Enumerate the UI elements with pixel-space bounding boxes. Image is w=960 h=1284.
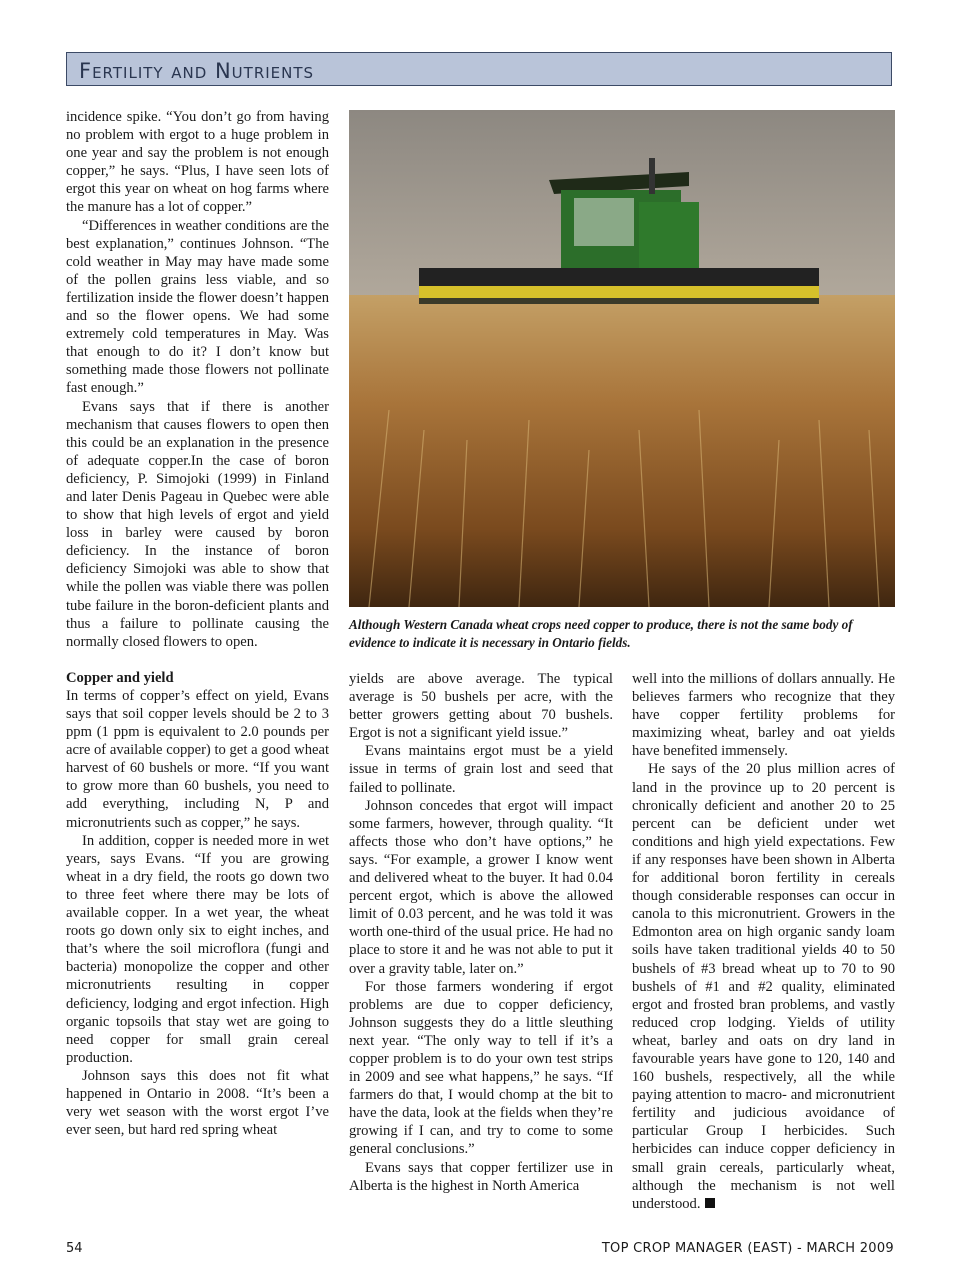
article-column-3 [632, 670, 895, 1213]
paragraph: Evans says that copper fertilizer use in Alberta is the highest in North America [349, 1159, 613, 1194]
combine-harvester-wheat-field-photo [349, 110, 895, 607]
photo-illustration [349, 110, 895, 607]
paragraph: incidence spike. “You don’t go from having no problem with ergot to a huge problem in one year and say the problem is not enough copper,” he says. “Plus, I have seen lots of ergot this year on wheat on hog farms where the manure has a lot of copper.” [66, 109, 329, 216]
publication-footer: TOP CROP MANAGER (EAST) - MARCH 2009 [601, 1241, 894, 1256]
subheading: Copper and yield [66, 669, 174, 686]
paragraph: Evans maintains ergot must be a yield issue in terms of grain lost and seed that failed to pollinate. [349, 743, 613, 796]
section-header-bar [66, 52, 892, 86]
paragraph: Evans says that if there is another mechanism that causes flowers to open then this could be an explanation in the presence of adequate copper.In the case of boron deficiency, P. Simojoki (1999) in Finland and later Denis Pageau in Quebec were able to show that high levels of ergot and yield loss in barley were caused by boron deficiency. In the instance of boron deficiency Simojoki was able to show that while the pollen was viable there was pollen tube failure in the boron-deficient plants and thus a failure to pollinate causing the normally closed flowers to open. [66, 398, 329, 650]
paragraph: In terms of copper’s effect on yield, Evans says that soil copper levels should be 2 to 3 ppm (1 ppm is equivalent to 2.0 pounds per acre of available copper) to get a good wheat harvest of 60 bushels or more. “If you want to grow more than 60 bushels, you need to add everything, including N, P and micronutrients such as copper,” he says. [66, 687, 329, 831]
page-number: 54 [66, 1241, 83, 1256]
end-of-article-square-icon [705, 1198, 715, 1208]
paragraph: For those farmers wondering if ergot problems are due to copper deficiency, Johnson suggests they do a little sleuthing next year. “The only way to tell if it’s a copper problem is to do your own test strips in 2009 and see what happens,” he says. “If farmers do that, I would chomp at the bit to have the data, look at the fields when they’re growing if I can, and try to come to some general conclusions.” [349, 978, 613, 1158]
paragraph: yields are above average. The typical average is 50 bushels per acre, with the better growers getting about 70 bushels. Ergot is not a significant yield issue.” [349, 671, 613, 742]
paragraph [632, 760, 895, 1212]
paragraph: “Differences in weather conditions are the best explanation,” continues Johnson. “The cold weather in May may have made some of the pollen grains less viable, and so fertilization inside the flower doesn’t happen and so the flower opens. We had some extremely cold temperatures in May. Was that enough to do it? I don’t know but something made those flowers not pollinate fast enough.” [66, 217, 329, 397]
article-column-2 [349, 670, 613, 1195]
paragraph: Johnson concedes that ergot will impact some farmers, however, through quality. “It affects those who don’t have options,” he says. “For example, a grower I know went and delivered wheat to the buyer. It had 0.04 percent ergot, which is above the allowed limit of 0.03 percent, and he was told it was worth one-third of the usual price. He had no place to store it and he was not able to put it over a gravity table, later on.” [349, 797, 613, 977]
article-column-1 [66, 108, 329, 1139]
photo-caption: Although Western Canada wheat crops need copper to produce, there is not the same body of evidence to indicate it is necessary in Ontario fields. [349, 617, 853, 650]
paragraph: In addition, copper is needed more in wet years, says Evans. “If you are growing wheat in a dry field, the roots go down two to three feet where there may be lots of available copper. In a wet year, the wheat roots go down only six to eight inches, and that’s where the soil microflora (fungi and bacteria) monopolize the copper and other micronutrients resulting in copper deficiency, lodging and ergot infection. High organic topsoils that stay wet are going to need copper for small grain cereal production. [66, 832, 329, 1066]
paragraph: well into the millions of dollars annually. He believes farmers who recognize that they have copper fertility problems for maximizing wheat, barley and oat yields have benefited immensely. [632, 671, 895, 760]
section-title: Fertility and Nutrients [79, 59, 315, 83]
paragraph-text: He says of the 20 plus million acres of land in the province up to 20 percent is chronically deficient and another 20 to 25 percent can be deficient under wet conditions and high yield expectations. Few if any responses have been shown in Alberta for additional boron fertility in cereals though considerable responses can occur in canola to this micronutrient. Growers in the Edmonton area on high organic sandy loam soils have taken traditional yields 40 to 50 bushels of #3 bread wheat up to 70 to 90 bushels of #1 and #2 quality, eliminated ergot and frosted bran problems, and vastly reduced crop lodging. Yields of utility wheat, barley and oats on dry land in favourable years have gone to 120, 140 and 160 bushels, respectively, all the while paying attention to macro- and micronutrient fertility and judicious avoidance of particular Group I herbicides. Such herbicides can induce copper deficiency in small grain cereals, particularly wheat, although the mechanism is not well understood. [632, 761, 895, 1212]
paragraph: Johnson says this does not fit what happened in Ontario in 2008. “It’s been a very wet season with the worst ergot I’ve ever seen, but hard red spring wheat [66, 1067, 329, 1139]
